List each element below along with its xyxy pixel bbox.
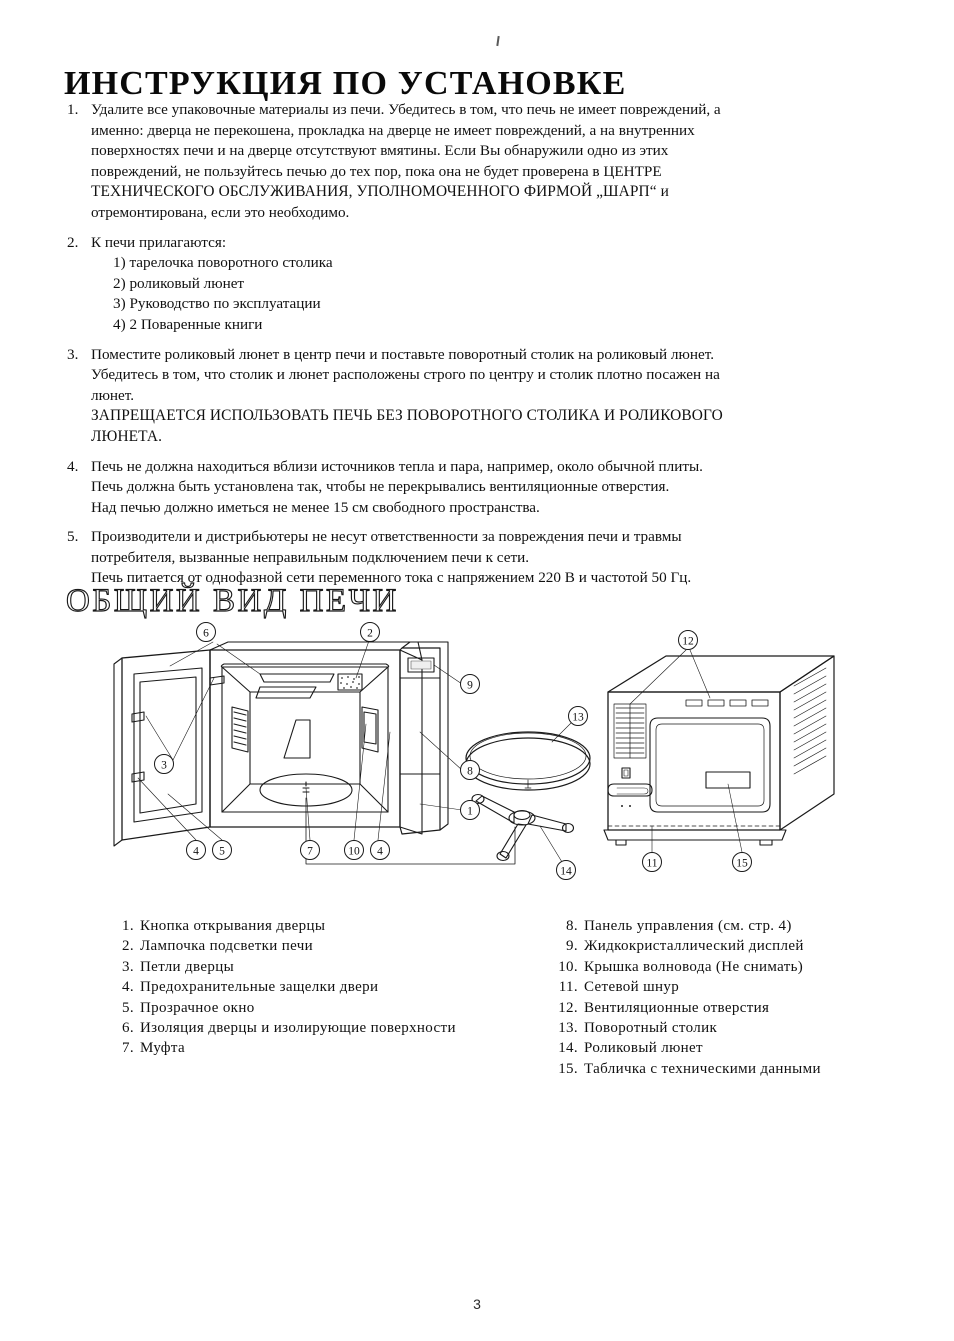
legend-label: Петли дверцы: [140, 958, 235, 975]
legend-item: [548, 957, 908, 977]
legend-label: Табличка с техническими данными: [584, 1060, 821, 1077]
instruction-text: [91, 233, 892, 336]
callout-12: [679, 631, 698, 650]
instruction-sub-item: 4) 2 Поваренные книги: [113, 315, 263, 333]
instruction-line: Удалите все упаковочные материалы из печи. Убедитесь в том, что печь не имеет повреждений, а: [91, 101, 721, 118]
legend-item: [104, 957, 524, 977]
instruction-line: потребителя, вызванные неправильным подключением печи к сети.: [91, 548, 530, 566]
instruction-line: люнет.: [91, 386, 135, 404]
legend-label: Муфта: [140, 1040, 185, 1057]
svg-text:4: 4: [193, 845, 199, 858]
legend-item: [548, 1059, 908, 1079]
svg-text:6: 6: [203, 627, 209, 640]
legend-item: [548, 1018, 908, 1038]
instruction-item: [64, 457, 892, 519]
instruction-line: Над печью должно иметься не менее 15 см свободного пространства.: [91, 498, 540, 516]
legend-item: [104, 916, 524, 936]
legend-label: Прозрачное окно: [140, 999, 255, 1016]
callout-10: [345, 841, 364, 860]
legend-number: 3.: [122, 958, 134, 975]
instruction-line: К печи прилагаются:: [91, 233, 227, 251]
instruction-text: [91, 527, 892, 589]
scan-artifact-tick: [496, 36, 499, 46]
legend-label: Жидкокристаллический дисплей: [584, 938, 804, 955]
legend-number: 7.: [122, 1040, 134, 1057]
instruction-line: повреждений, не пользуйтесь печью до тех пор, пока она не будет проверена в ЦЕНТРЕ: [91, 162, 662, 180]
instruction-sub-item: 3) Руководство по эксплуатации: [113, 295, 321, 313]
instruction-line: Поместите роликовый люнет в центр печи и поставьте поворотный столик на роликовый люнет.: [91, 345, 715, 363]
diagram-legend-left: [104, 916, 524, 1059]
legend-item: [548, 998, 908, 1018]
legend-label: Крышка волновода (Не снимать): [584, 958, 804, 975]
instruction-line: ТЕХНИЧЕСКОГО ОБСЛУЖИВАНИЯ, УПОЛНОМОЧЕННОГО ФИРМОЙ „ШАРП“ и: [91, 183, 669, 201]
legend-number: 10.: [558, 958, 578, 975]
callout-15: [733, 853, 752, 872]
oven-overview-diagram: [110, 612, 870, 892]
instruction-sub-list: [91, 253, 892, 335]
instruction-line: Убедитесь в том, что столик и люнет расположены строго по центру и столик плотно посажен на: [91, 366, 720, 384]
callout-6: [197, 623, 216, 642]
instruction-number: 2.: [67, 233, 79, 251]
legend-number: 4.: [122, 979, 134, 996]
callout-13: [569, 707, 588, 726]
legend-item: [548, 916, 908, 936]
legend-number: 14.: [558, 1040, 578, 1057]
svg-text:14: 14: [560, 865, 572, 878]
legend-number: 8.: [566, 918, 578, 934]
legend-item: [548, 936, 908, 956]
legend-item: [104, 977, 524, 997]
instruction-line: Производители и дистрибьютеры не несут ответственности за повреждения печи и травмы: [91, 528, 682, 546]
instruction-line: именно: дверца не перекошена, прокладка на дверце не имеет повреждений, а на внутренних: [91, 121, 695, 139]
diagram-legend-right: [548, 916, 908, 1079]
instruction-item: [64, 345, 892, 448]
instruction-item: [64, 100, 892, 224]
installation-instruction-list: [64, 100, 892, 598]
legend-item: [104, 936, 524, 956]
svg-text:4: 4: [377, 845, 383, 858]
legend-number: 1.: [122, 918, 134, 934]
instruction-line: отремонтирована, если это необходимо.: [91, 203, 350, 221]
svg-text:9: 9: [467, 679, 473, 692]
legend-label: Предохранительные защелки двери: [140, 979, 379, 996]
instruction-number: 3.: [67, 345, 79, 363]
legend-number: 9.: [566, 938, 578, 955]
svg-text:7: 7: [307, 845, 313, 858]
legend-label: Сетевой шнур: [584, 979, 680, 996]
instruction-line: поверхностях печи и на дверце отсутствуют вмятины. Если Вы обнаружили одно из этих: [91, 142, 669, 160]
instruction-item: [64, 233, 892, 336]
instruction-number: 1.: [67, 101, 79, 118]
legend-label: Поворотный столик: [584, 1020, 718, 1037]
instruction-item: [64, 527, 892, 589]
svg-text:5: 5: [219, 845, 225, 858]
page-number: 3: [473, 1296, 481, 1312]
instruction-line: ЗАПРЕЩАЕТСЯ ИСПОЛЬЗОВАТЬ ПЕЧЬ БЕЗ ПОВОРОТНОГО СТОЛИКА И РОЛИКОВОГО: [91, 407, 723, 425]
instruction-sub-item: 1) тарелочка поворотного столика: [113, 254, 333, 272]
instruction-line: Печь питается от однофазной сети переменного тока с напряжением 220 В и частотой 50 Гц.: [91, 569, 692, 587]
turntable-plate: [466, 722, 590, 790]
svg-text:12: 12: [682, 635, 694, 648]
legend-label: Изоляция дверцы и изолирующие поверхности: [140, 1020, 456, 1037]
callout-9: [461, 675, 480, 694]
page-title-overview: ОБЩИЙ ВИД ПЕЧИ: [66, 583, 399, 620]
callout-14: [557, 861, 576, 880]
legend-label: Роликовый люнет: [584, 1040, 703, 1057]
oven-rear-view: [604, 650, 834, 852]
instruction-number: 4.: [67, 457, 79, 475]
instruction-line: ЛЮНЕТА.: [91, 427, 163, 445]
legend-number: 2.: [122, 938, 134, 955]
instruction-text: [91, 345, 892, 448]
callout-1: [461, 801, 480, 820]
legend-number: 6.: [122, 1020, 134, 1037]
svg-text:11: 11: [646, 857, 658, 870]
legend-item: [104, 1038, 524, 1058]
control-panel-view: [400, 642, 462, 834]
svg-text:2: 2: [367, 627, 373, 640]
callout-7: [301, 841, 320, 860]
legend-label: Вентиляционные отверстия: [584, 999, 770, 1016]
instruction-text: [91, 457, 892, 519]
legend-item: [548, 1038, 908, 1058]
svg-text:10: 10: [348, 845, 360, 858]
callout-5: [213, 841, 232, 860]
callout-8: [461, 761, 480, 780]
svg-text:1: 1: [467, 805, 473, 818]
legend-item: [548, 977, 908, 997]
legend-number: 12.: [558, 999, 578, 1016]
callout-11: [643, 853, 662, 872]
page-title-installation: ИНСТРУКЦИЯ ПО УСТАНОВКЕ: [64, 64, 627, 102]
legend-label: Панель управления (см. стр. 4): [584, 918, 792, 934]
instruction-text: [91, 100, 892, 224]
instruction-sub-item: 2) роликовый люнет: [113, 274, 245, 292]
open-oven-view: [114, 632, 422, 846]
legend-number: 11.: [558, 979, 578, 996]
legend-number: 13.: [558, 1020, 578, 1037]
svg-text:8: 8: [467, 765, 473, 778]
callout-4b: [371, 841, 390, 860]
instruction-line: Печь должна быть установлена так, чтобы не перекрывались вентиляционные отверстия.: [91, 478, 670, 496]
legend-number: 5.: [122, 999, 134, 1016]
instruction-number: 5.: [67, 528, 79, 546]
instruction-line: Печь не должна находиться вблизи источников тепла и пара, например, около обычной плиты.: [91, 457, 703, 475]
callout-3: [155, 755, 174, 774]
svg-text:13: 13: [572, 711, 584, 724]
legend-label: Кнопка открывания дверцы: [140, 918, 326, 934]
svg-text:3: 3: [161, 759, 167, 772]
legend-number: 15.: [558, 1060, 578, 1077]
callout-2: [361, 623, 380, 642]
svg-text:15: 15: [736, 857, 748, 870]
legend-item: [104, 998, 524, 1018]
legend-label: Лампочка подсветки печи: [140, 938, 314, 955]
legend-item: [104, 1018, 524, 1038]
callout-4a: [187, 841, 206, 860]
